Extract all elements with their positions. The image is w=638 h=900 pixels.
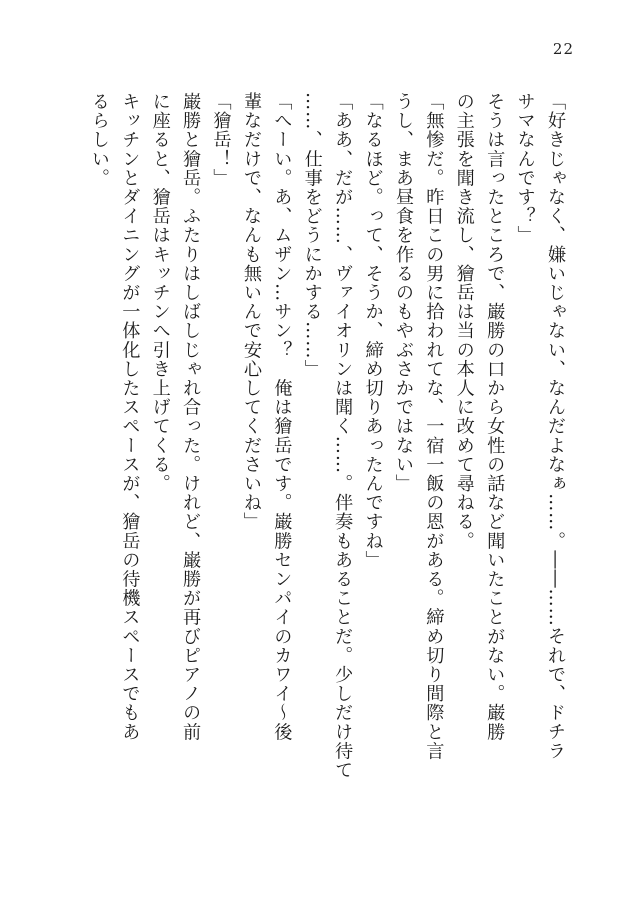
text-line: 輩なだけで、なんも無いんで安心してくださいね」 [240, 92, 262, 532]
text-line: 「好きじゃなく、嫌いじゃない、なんだよなぁ……。――……それで、ドチラ [545, 92, 566, 761]
text-line: そうは言ったところで、巌勝の口から女性の話など聞いたことがない。巌勝 [484, 92, 506, 742]
text-line: 「ああ、だが……、ヴァイオリンは聞く……。伴奏もあることだ。少しだけ待て [332, 92, 354, 780]
text-line: 「なるほど。って、そうか、締め切りあったんですね」 [362, 92, 384, 570]
text-line: 巌勝と獪岳。ふたりはしばしじゃれ合った。けれど、巌勝が再びピアノの前 [180, 92, 202, 742]
page-number: 22 [552, 40, 574, 58]
text-line: うし、まあ昼食を作るのもやぶさかではない」 [392, 92, 414, 494]
vertical-text-body [84, 92, 571, 852]
text-line: キッチンとダイニングが一体化したスペースが、獪岳の待機スペースでもあ [119, 92, 141, 742]
text-line: 「無惨だ。昨日この男に拾われてな、一宿一飯の恩がある。締め切り間際と言 [423, 92, 445, 761]
text-line: サマなんです？」 [514, 92, 536, 245]
text-line: の主張を聞き流し、獪岳は当の本人に改めて尋ねる。 [453, 92, 475, 551]
text-line: 「獪岳！」 [210, 92, 232, 188]
text-line: るらしい。 [88, 92, 110, 188]
text-line: 「へーい。あ、ムザン…サン？ 俺は獪岳です。巌勝センパイのカワイ～後 [271, 92, 293, 742]
text-line: ……、仕事をどうにかする……」 [301, 92, 323, 379]
text-line: に座ると、獪岳はキッチンへ引き上げてくる。 [149, 92, 171, 494]
